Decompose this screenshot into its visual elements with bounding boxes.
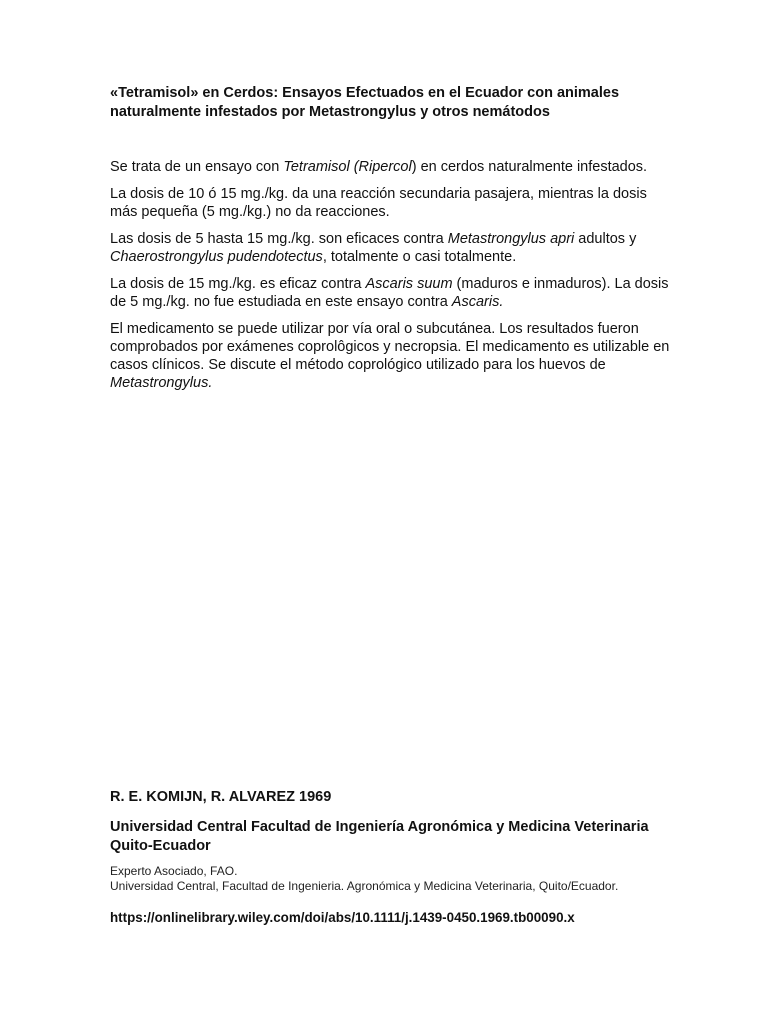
abstract	[110, 158, 670, 401]
paragraph-text: (maduros e inmaduros). La dosis de 5 mg./kg. no fue estudiada en este ensayo contra	[110, 276, 669, 310]
authors-line: R. E. KOMIJN, R. ALVAREZ 1969	[110, 789, 332, 805]
italic-term: Chaerostrongylus pudendotectus	[110, 249, 323, 265]
abstract-paragraph	[110, 320, 670, 392]
doi-link[interactable]: https://onlinelibrary.wiley.com/doi/abs/10.1111/j.1439-0450.1969.tb00090.x	[110, 910, 575, 925]
abstract-paragraph	[110, 158, 670, 176]
paragraph-text: El medicamento se puede utilizar por vía oral o subcutánea. Los resultados fueron comprobados por exámenes coprolôgicos y necropsia. El medicamento es utilizable en casos clínicos. Se discute el método coprológico utilizado para los huevos de	[110, 321, 670, 373]
italic-term: Tetramisol (Ripercol	[283, 159, 412, 175]
affiliation-line: Experto Asociado, FAO.	[110, 864, 238, 878]
paragraph-text: , totalmente o casi totalmente.	[322, 249, 517, 265]
affiliation-note	[110, 864, 670, 894]
italic-term: Ascaris.	[451, 294, 504, 310]
paragraph-text: Las dosis de 5 hasta 15 mg./kg. son eficaces contra	[110, 231, 448, 247]
institution: Universidad Central Facultad de Ingeniería Agronómica y Medicina Veterinaria Quito-Ecuador	[110, 819, 649, 854]
abstract-paragraph	[110, 185, 670, 221]
abstract-paragraph	[110, 275, 670, 311]
affiliation-line: Universidad Central, Facultad de Ingenieria. Agronómica y Medicina Veterinaria, Quito/Ecuador.	[110, 879, 619, 893]
document-title: «Tetramisol» en Cerdos: Ensayos Efectuados en el Ecuador con animales naturalmente infestados por Metastrongylus y otros nemátodos	[110, 85, 620, 120]
abstract-paragraph	[110, 230, 670, 266]
paragraph-text: adultos y	[574, 231, 637, 247]
italic-term: Metastrongylus.	[110, 375, 213, 391]
italic-term: Metastrongylus apri	[447, 231, 575, 247]
italic-term: Ascaris suum	[365, 276, 453, 292]
paragraph-text: La dosis de 15 mg./kg. es eficaz contra	[110, 276, 366, 292]
paragraph-text: La dosis de 10 ó 15 mg./kg. da una reacción secundaria pasajera, mientras la dosis más pequeña (5 mg./kg.) no da reacciones.	[110, 186, 647, 220]
paragraph-text: ) en cerdos naturalmente infestados.	[411, 159, 648, 175]
paragraph-text: Se trata de un ensayo con	[110, 159, 284, 175]
